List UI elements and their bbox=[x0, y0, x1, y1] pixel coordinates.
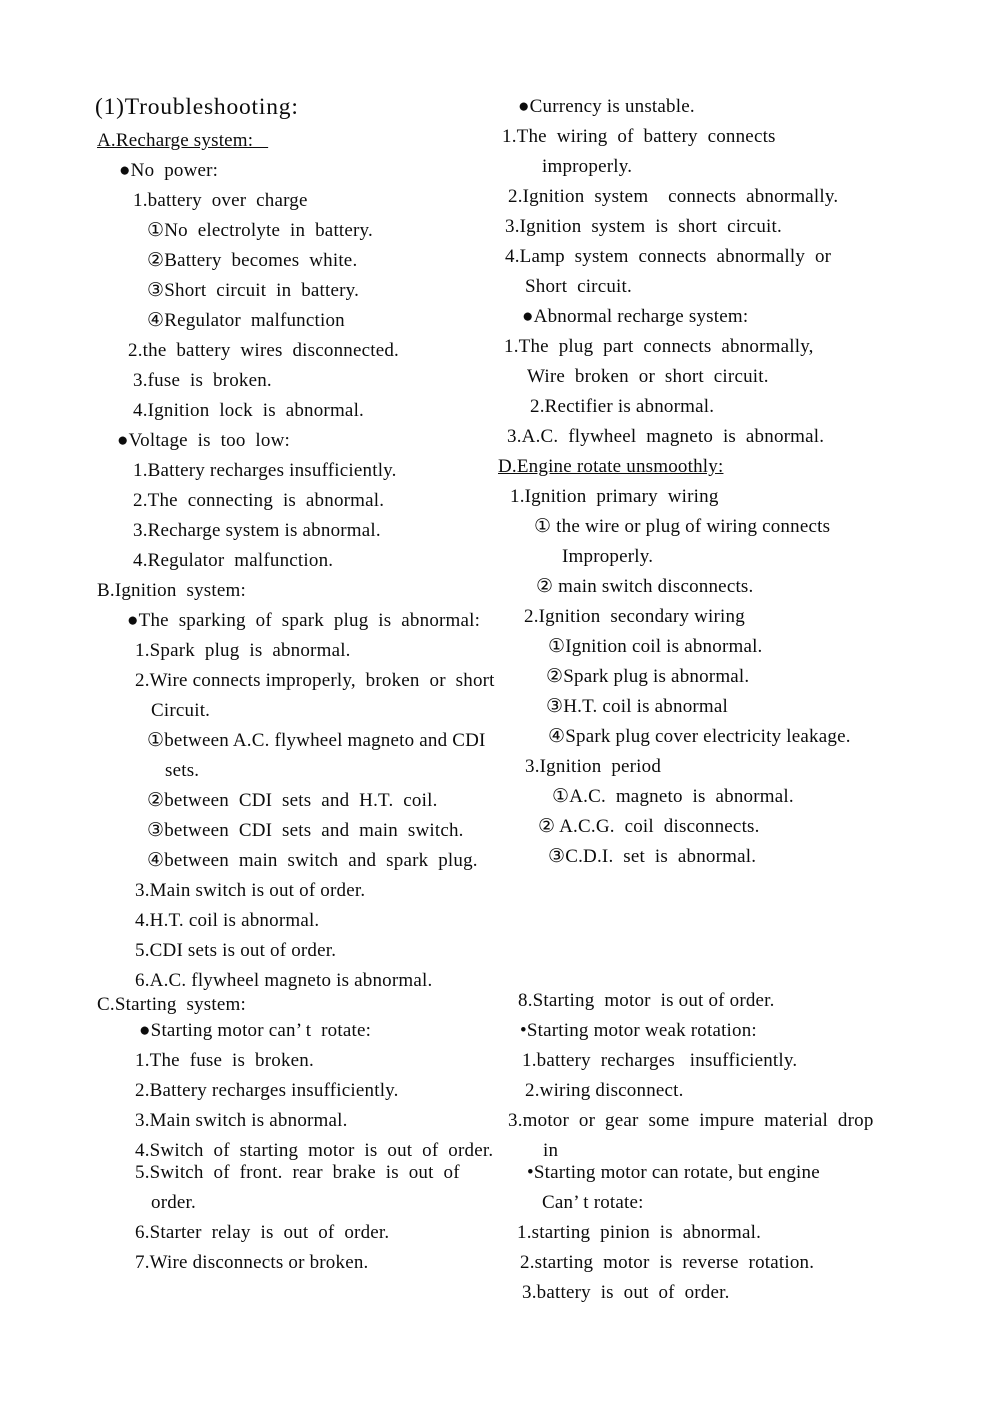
text-line: 6.A.C. flywheel magneto is abnormal. bbox=[135, 970, 433, 991]
text-line: 1.The wiring of battery connects bbox=[502, 126, 776, 147]
section-heading-c: C.Starting system: bbox=[97, 994, 246, 1015]
text-line: 6.Starter relay is out of order. bbox=[135, 1222, 390, 1243]
text-line: in bbox=[543, 1140, 559, 1161]
text-line: 1.battery over charge bbox=[133, 190, 308, 211]
text-line: ①between A.C. flywheel magneto and CDI bbox=[147, 730, 486, 751]
text-line: ①No electrolyte in battery. bbox=[147, 220, 373, 241]
text-line: ①A.C. magneto is abnormal. bbox=[552, 786, 794, 807]
text-line: Improperly. bbox=[562, 546, 654, 567]
text-line: 1.Battery recharges insufficiently. bbox=[133, 460, 397, 481]
text-line: 4.Switch of starting motor is out of order. bbox=[135, 1140, 494, 1161]
text-line: ③between CDI sets and main switch. bbox=[147, 820, 464, 841]
text-line: ③C.D.I. set is abnormal. bbox=[548, 846, 757, 867]
text-line: 2.Ignition secondary wiring bbox=[524, 606, 745, 627]
text-line: Can’ t rotate: bbox=[542, 1192, 644, 1213]
text-line: 8.Starting motor is out of order. bbox=[518, 990, 775, 1011]
section-heading-b: B.Ignition system: bbox=[97, 580, 246, 601]
text-line: Circuit. bbox=[151, 700, 211, 721]
text-line: 3.Ignition system is short circuit. bbox=[505, 216, 782, 237]
text-line: ① the wire or plug of wiring connects bbox=[534, 516, 831, 537]
text-line: 3.Main switch is out of order. bbox=[135, 880, 366, 901]
text-line: Wire broken or short circuit. bbox=[527, 366, 769, 387]
text-line: 1.Spark plug is abnormal. bbox=[135, 640, 351, 661]
text-line: ②Battery becomes white. bbox=[147, 250, 358, 271]
text-line: 7.Wire disconnects or broken. bbox=[135, 1252, 369, 1273]
text-line: 1.The fuse is broken. bbox=[135, 1050, 314, 1071]
text-line: sets. bbox=[165, 760, 200, 781]
text-line: 5.CDI sets is out of order. bbox=[135, 940, 337, 961]
text-line: 4.Lamp system connects abnormally or bbox=[505, 246, 832, 267]
text-line: 3.motor or gear some impure material drop bbox=[508, 1110, 874, 1131]
text-line: ②Spark plug is abnormal. bbox=[546, 666, 750, 687]
left-column bbox=[95, 88, 520, 1278]
text-line: 2.starting motor is reverse rotation. bbox=[520, 1252, 815, 1273]
text-line: improperly. bbox=[542, 156, 633, 177]
bullet-line: ●Voltage is too low: bbox=[117, 430, 291, 451]
text-line: 3.fuse is broken. bbox=[133, 370, 272, 391]
text-line: 4.Regulator malfunction. bbox=[133, 550, 334, 571]
bullet-line: ●Abnormal recharge system: bbox=[522, 306, 749, 327]
text-line: 3.Recharge system is abnormal. bbox=[133, 520, 381, 541]
text-line: ③H.T. coil is abnormal bbox=[546, 696, 729, 717]
text-line: ③Short circuit in battery. bbox=[147, 280, 360, 301]
bullet-line: •Starting motor weak rotation: bbox=[520, 1020, 757, 1041]
text-line: 3.A.C. flywheel magneto is abnormal. bbox=[507, 426, 825, 447]
text-line: Short circuit. bbox=[525, 276, 632, 297]
page-title: (1)Troubleshooting: bbox=[95, 94, 299, 120]
bullet-line: ●Currency is unstable. bbox=[518, 96, 695, 117]
section-heading-a: A.Recharge system: bbox=[97, 130, 269, 151]
text-line: order. bbox=[151, 1192, 196, 1213]
text-line: 3.Ignition period bbox=[525, 756, 662, 777]
text-line: 2.Ignition system connects abnormally. bbox=[508, 186, 839, 207]
text-line: 2.wiring disconnect. bbox=[525, 1080, 684, 1101]
bullet-line: ●No power: bbox=[119, 160, 219, 181]
text-line: 4.Ignition lock is abnormal. bbox=[133, 400, 364, 421]
text-line: 2.Wire connects improperly, broken or short bbox=[135, 670, 495, 691]
text-line: ② A.C.G. coil disconnects. bbox=[538, 816, 760, 837]
text-line: 1.The plug part connects abnormally, bbox=[504, 336, 814, 357]
right-column bbox=[498, 92, 968, 1308]
bullet-line: •Starting motor can rotate, but engine bbox=[527, 1162, 820, 1183]
text-line: ④Spark plug cover electricity leakage. bbox=[548, 726, 851, 747]
text-line: ②between CDI sets and H.T. coil. bbox=[147, 790, 438, 811]
text-line: 1.starting pinion is abnormal. bbox=[517, 1222, 762, 1243]
text-line: 3.Main switch is abnormal. bbox=[135, 1110, 348, 1131]
text-line: 2.the battery wires disconnected. bbox=[128, 340, 400, 361]
section-heading-d: D.Engine rotate unsmoothly: bbox=[498, 456, 724, 477]
bullet-line: ●The sparking of spark plug is abnormal: bbox=[127, 610, 481, 631]
text-line: 2.Battery recharges insufficiently. bbox=[135, 1080, 399, 1101]
text-line: 5.Switch of front. rear brake is out of bbox=[135, 1162, 460, 1183]
text-line: 1.battery recharges insufficiently. bbox=[522, 1050, 798, 1071]
text-line: 2.Rectifier is abnormal. bbox=[530, 396, 715, 417]
text-line: 3.battery is out of order. bbox=[522, 1282, 730, 1303]
text-line: ④Regulator malfunction bbox=[147, 310, 345, 331]
bullet-line: ●Starting motor can’ t rotate: bbox=[139, 1020, 372, 1041]
text-line: ② main switch disconnects. bbox=[536, 576, 754, 597]
text-line: 2.The connecting is abnormal. bbox=[133, 490, 385, 511]
text-line: 4.H.T. coil is abnormal. bbox=[135, 910, 320, 931]
text-line: 1.Ignition primary wiring bbox=[510, 486, 719, 507]
text-line: ①Ignition coil is abnormal. bbox=[548, 636, 763, 657]
text-line: ④between main switch and spark plug. bbox=[147, 850, 478, 871]
